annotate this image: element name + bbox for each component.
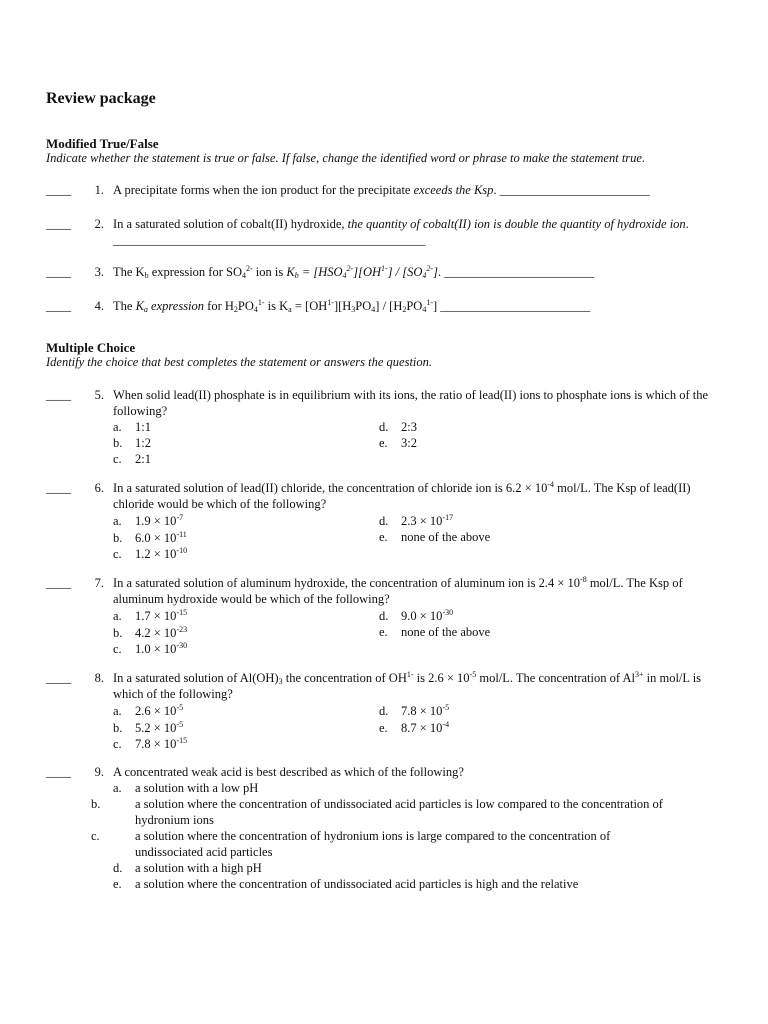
choice-a[interactable]: a. a solution with a low pH: [113, 781, 259, 795]
question-text: A precipitate forms when the ion product for the precipitate exceeds the Ksp. ________________________: [113, 183, 650, 197]
question-text: A concentrated weak acid is best described as which of the following?: [113, 765, 464, 779]
question-number: 1.: [94, 183, 104, 197]
choice-a[interactable]: a. $1.7 \times 10^{-15}$: [113, 608, 188, 623]
answer-blank[interactable]: ____: [46, 299, 71, 313]
question-text: In a saturated solution of aluminum hydroxide, the concentration of aluminum ion is $2.4 \times 10^{-8}$ mol/L. The Ksp of aluminum hydroxide would be which of the following?: [113, 575, 683, 606]
choice-a[interactable]: a. $2.6 \times 10^{-5}$: [113, 703, 184, 718]
choice-e[interactable]: e. none of the above: [379, 625, 491, 639]
choice-b[interactable]: b. $6.0 \times 10^{-11}$: [113, 530, 187, 545]
choice-d[interactable]: d. $7.8 \times 10^{-5}$: [379, 703, 450, 718]
identified-phrase: the quantity of cobalt(II) ion is double the quantity of hydroxide ion: [347, 217, 686, 231]
question-text: The $K_a$ expression for $H_2PO_4^{1-}$ is $K_a = [OH^{1-}][H_3PO_4] / [H_2PO_4^{1-}]$ ________________________: [113, 298, 591, 314]
answer-blank[interactable]: ____: [46, 671, 71, 685]
choice-e[interactable]: e. 3:2: [379, 436, 417, 450]
question-number: 8.: [94, 671, 104, 685]
question-number: 6.: [94, 481, 104, 495]
choice-c[interactable]: c. $7.8 \times 10^{-15}$: [113, 736, 188, 751]
choice-d[interactable]: d. $9.0 \times 10^{-30}$: [379, 608, 454, 623]
choice-b[interactable]: b. 1:2: [113, 436, 151, 450]
question-number: 7.: [94, 576, 104, 590]
answer-blank[interactable]: ____: [46, 576, 71, 590]
choice-d[interactable]: d. 2:3: [379, 420, 417, 434]
choice-c[interactable]: c. a solution where the concentration of hydronium ions is large compared to the concentration of undissociated acid particles: [91, 829, 611, 859]
question-text: When solid lead(II) phosphate is in equilibrium with its ions, the ratio of lead(II) ions to phosphate ions is which of the following?: [113, 388, 709, 418]
answer-blank[interactable]: ____: [46, 217, 71, 231]
question-text: In a saturated solution of lead(II) chloride, the concentration of chloride ion is $6.2 \times 10^{-4}$ mol/L. The Ksp of lead(II) chloride would be which of the following?: [113, 480, 691, 511]
choice-b[interactable]: b. $5.2 \times 10^{-5}$: [113, 720, 184, 735]
choice-e[interactable]: e. none of the above: [379, 530, 491, 544]
question-number: 3.: [94, 265, 104, 279]
page-title: Review package: [46, 90, 156, 107]
question-text: The $K_b$ expression for $SO_4^{2-}$ ion is $K_b = [HSO_4^{2-}][OH^{1-}] / [SO_4^{2-}]$. ________________________: [113, 264, 595, 280]
question-number: 5.: [94, 388, 104, 402]
question-text: In a saturated solution of $Al(OH)_3$ the concentration of $OH^{1-}$ is $2.6 \times 10^{-5}$ mol/L. The concentration of $Al^{3+}$ in mol/L is which of the following?: [113, 670, 702, 701]
choice-c[interactable]: c. $1.2 \times 10^{-10}$: [113, 546, 188, 561]
section-title-multiple-choice: Multiple Choice: [46, 340, 136, 355]
question-number: 9.: [94, 765, 104, 779]
answer-blank[interactable]: ____: [46, 265, 71, 279]
choice-c[interactable]: c. $1.0 \times 10^{-30}$: [113, 641, 188, 656]
choice-b[interactable]: b. a solution where the concentration of undissociated acid particles is low compared to the concentration of hydronium ions: [91, 797, 663, 827]
section-title-true-false: Modified True/False: [46, 136, 159, 151]
choice-d[interactable]: d. a solution with a high pH: [113, 861, 262, 875]
question-number: 2.: [94, 217, 104, 231]
answer-blank[interactable]: ____: [46, 183, 71, 197]
answer-blank[interactable]: ____: [46, 481, 71, 495]
question-text: In a saturated solution of cobalt(II) hydroxide, the quantity of cobalt(II) ion is double the quantity of hydroxide ion. __________________________________________________: [113, 217, 689, 247]
question-number: 4.: [94, 299, 104, 313]
choice-e[interactable]: e. a solution where the concentration of undissociated acid particles is high and the relative: [113, 877, 579, 891]
choice-e[interactable]: e. $8.7 \times 10^{-4}$: [379, 720, 450, 735]
section-instructions-true-false: Indicate whether the statement is true or false. If false, change the identified word or phrase to make the statement true.: [46, 151, 646, 165]
choice-a[interactable]: a. $1.9 \times 10^{-7}$: [113, 513, 184, 528]
choice-a[interactable]: a. 1:1: [113, 420, 151, 434]
answer-blank[interactable]: ____: [46, 765, 71, 779]
answer-blank[interactable]: ____: [46, 388, 71, 402]
identified-phrase: exceeds the Ksp: [413, 183, 494, 197]
choice-d[interactable]: d. $2.3 \times 10^{-17}$: [379, 513, 454, 528]
section-instructions-multiple-choice: Identify the choice that best completes the statement or answers the question.: [46, 355, 433, 369]
choice-b[interactable]: b. $4.2 \times 10^{-23}$: [113, 625, 188, 640]
choice-c[interactable]: c. 2:1: [113, 452, 151, 466]
